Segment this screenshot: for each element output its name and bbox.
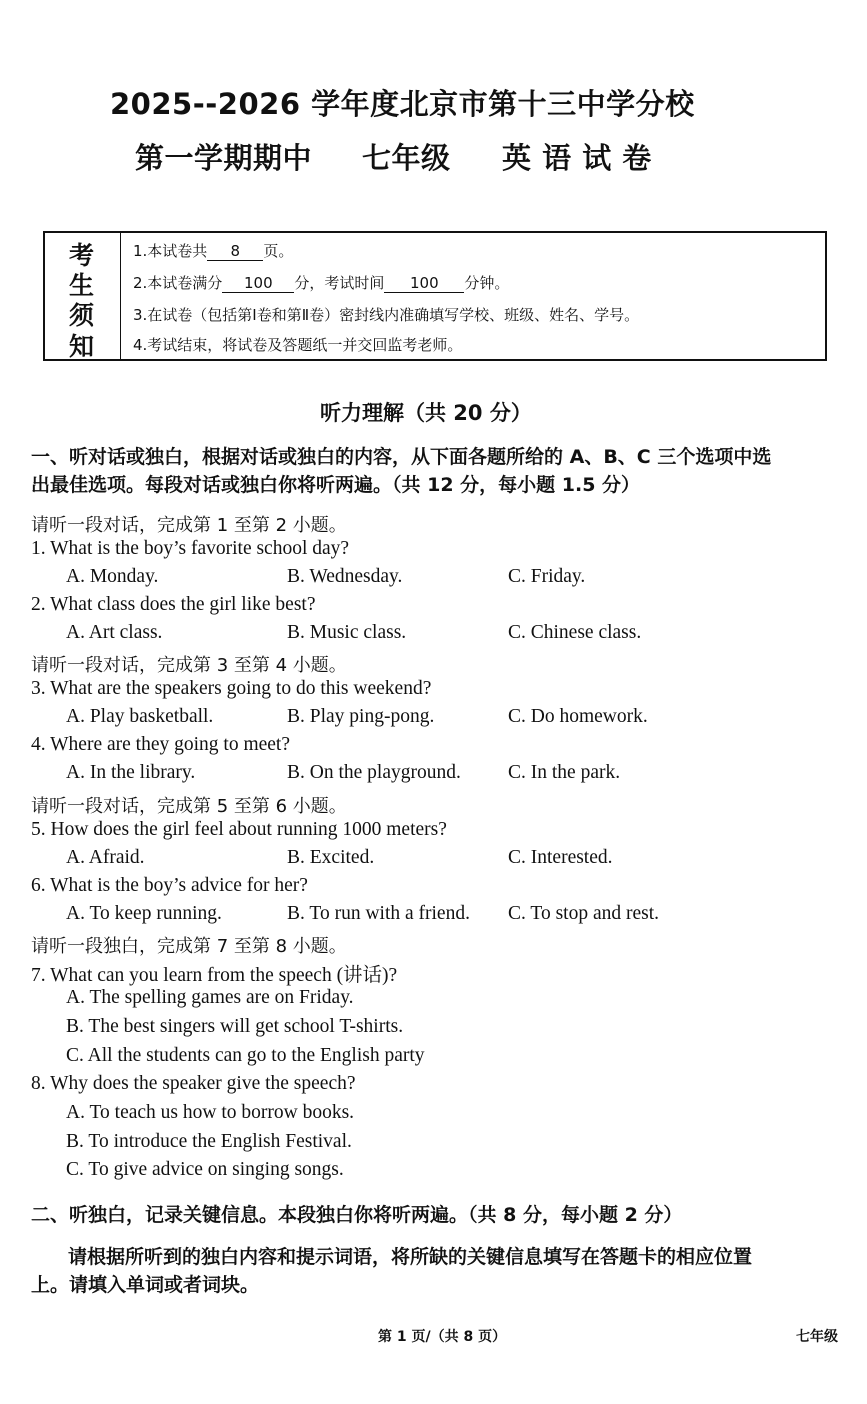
notice-text: 分钟。 xyxy=(464,274,510,292)
part2-body-line1: 请根据所听到的独白内容和提示词语，将所缺的关键信息填写在答题卡的相应位置 xyxy=(68,1246,753,1268)
q7-option-b: B. The best singers will get school T-shirts. xyxy=(66,1016,404,1037)
question-8: 8. Why does the speaker give the speech? xyxy=(31,1073,356,1094)
exam-duration: 100 xyxy=(384,274,464,293)
notice-line-3: 3.在试卷（包括第Ⅰ卷和第Ⅱ卷）密封线内准确填写学校、班级、姓名、学号。 xyxy=(133,306,640,324)
exam-title-line2-term: 第一学期期中 xyxy=(135,141,313,175)
exam-title-line1: 2025--2026 学年度北京市第十三中学分校 xyxy=(110,87,695,121)
question-4: 4. Where are they going to meet? xyxy=(31,734,290,755)
q3-option-a: A. Play basketball. xyxy=(66,706,214,727)
q2-option-b: B. Music class. xyxy=(287,622,407,643)
q7-option-c: C. All the students can go to the English party xyxy=(66,1045,425,1066)
q6-option-b: B. To run with a friend. xyxy=(287,903,470,924)
notice-label-char: 考 xyxy=(69,241,95,270)
q4-option-a: A. In the library. xyxy=(66,762,196,783)
notice-text: 2.本试卷满分 xyxy=(133,274,223,292)
notice-line-4: 4.考试结束，将试卷及答题纸一并交回监考老师。 xyxy=(133,336,463,354)
q2-option-a: A. Art class. xyxy=(66,622,163,643)
q4-option-c: C. In the park. xyxy=(508,762,621,783)
q8-option-b: B. To introduce the English Festival. xyxy=(66,1131,352,1152)
q8-option-c: C. To give advice on singing songs. xyxy=(66,1159,344,1180)
exam-notice-box xyxy=(43,231,827,361)
notice-label-char: 生 xyxy=(69,271,95,300)
part2-instruction: 二、听独白，记录关键信息。本段独白你将听两遍。（共 8 分，每小题 2 分） xyxy=(31,1204,683,1226)
full-score: 100 xyxy=(222,274,294,293)
part1-instruction-line1: 一、听对话或独白，根据对话或独白的内容，从下面各题所给的 A、B、C 三个选项中选 xyxy=(31,446,772,468)
q6-option-c: C. To stop and rest. xyxy=(508,903,660,924)
notice-label xyxy=(45,233,121,359)
q2-option-c: C. Chinese class. xyxy=(508,622,642,643)
question-3: 3. What are the speakers going to do this weekend? xyxy=(31,678,432,699)
notice-line-1 xyxy=(133,240,293,261)
q6-option-a: A. To keep running. xyxy=(66,903,222,924)
part1-instruction-line2: 出最佳选项。每段对话或独白你将听两遍。（共 12 分，每小题 1.5 分） xyxy=(31,474,641,496)
exam-title-line2-grade: 七年级 xyxy=(362,141,451,175)
q4-option-b: B. On the playground. xyxy=(287,762,461,783)
notice-line-2 xyxy=(133,272,509,293)
group-instruction: 请听一段对话，完成第 5 至第 6 小题。 xyxy=(31,796,347,817)
q5-option-a: A. Afraid. xyxy=(66,847,145,868)
group-instruction: 请听一段对话，完成第 3 至第 4 小题。 xyxy=(31,655,347,676)
q3-option-b: B. Play ping-pong. xyxy=(287,706,435,727)
q1-option-b: B. Wednesday. xyxy=(287,566,403,587)
q5-option-c: C. Interested. xyxy=(508,847,613,868)
question-7: 7. What can you learn from the speech (讲话)? xyxy=(31,965,398,986)
q7-option-a: A. The spelling games are on Friday. xyxy=(66,987,354,1008)
q3-option-c: C. Do homework. xyxy=(508,706,648,727)
exam-title-line2-subject: 英 语 试 卷 xyxy=(502,141,652,175)
question-6: 6. What is the boy’s advice for her? xyxy=(31,875,308,896)
q5-option-b: B. Excited. xyxy=(287,847,375,868)
page-number: 第 1 页/（共 8 页） xyxy=(378,1329,507,1345)
page-count: 8 xyxy=(207,242,263,261)
notice-text: 1.本试卷共 xyxy=(133,242,208,260)
q1-option-a: A. Monday. xyxy=(66,566,159,587)
part2-body-line2: 上。请填入单词或者词块。 xyxy=(31,1274,260,1296)
q8-option-a: A. To teach us how to borrow books. xyxy=(66,1102,355,1123)
notice-label-char: 须 xyxy=(69,301,95,330)
section-title: 听力理解（共 20 分） xyxy=(320,401,532,425)
q1-option-c: C. Friday. xyxy=(508,566,586,587)
group-instruction: 请听一段独白，完成第 7 至第 8 小题。 xyxy=(31,936,347,957)
question-1: 1. What is the boy’s favorite school day? xyxy=(31,538,350,559)
notice-text: 分，考试时间 xyxy=(294,274,385,292)
footer-grade: 七年级 xyxy=(796,1329,838,1345)
question-5: 5. How does the girl feel about running 1000 meters? xyxy=(31,819,447,840)
notice-text: 页。 xyxy=(263,242,294,260)
group-instruction: 请听一段对话，完成第 1 至第 2 小题。 xyxy=(31,515,347,536)
question-2: 2. What class does the girl like best? xyxy=(31,594,316,615)
notice-label-char: 知 xyxy=(69,332,95,361)
